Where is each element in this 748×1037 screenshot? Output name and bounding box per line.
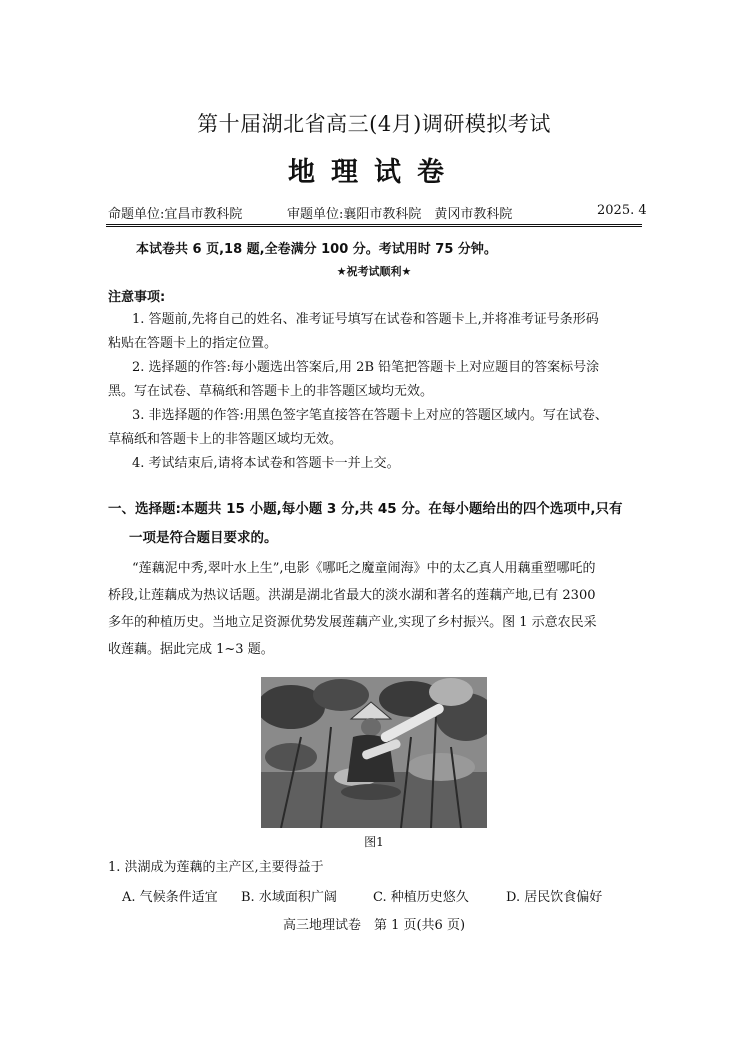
notice-line: 2. 选择题的作答:每小题选出答案后,用 2B 铅笔把答题卡上对应题目的答案标号涂 xyxy=(132,360,600,375)
option-c: C. 种植历史悠久 xyxy=(373,890,469,905)
passage-line: 多年的种植历史。当地立足资源优势发展莲藕产业,实现了乡村振兴。图 1 示意农民采 xyxy=(108,615,597,630)
good-luck-banner: ★祝考试顺利★ xyxy=(336,265,412,278)
header-divider xyxy=(106,224,642,227)
exam-title: 第十届湖北省高三(4月)调研模拟考试 xyxy=(197,112,551,136)
notice-line: 草稿纸和答题卡上的非答题区域均无效。 xyxy=(108,432,343,447)
option-a: A. 气候条件适宜 xyxy=(122,890,218,905)
notice-line: 4. 考试结束后,请将本试卷和答题卡一并上交。 xyxy=(132,456,400,471)
composer-unit: 命题单位:宜昌市教科院 xyxy=(108,207,243,222)
notice-heading: 注意事项: xyxy=(108,290,166,305)
notice-line: 1. 答题前,先将自己的姓名、准考证号填写在试卷和答题卡上,并将准考证号条形码 xyxy=(132,312,599,327)
lotus-harvest-photo xyxy=(261,677,487,828)
passage-line: 收莲藕。据此完成 1~3 题。 xyxy=(108,642,274,657)
page-footer: 高三地理试卷 第 1 页(共6 页) xyxy=(282,918,466,933)
exam-summary: 本试卷共 6 页,18 题,全卷满分 100 分。考试用时 75 分钟。 xyxy=(136,242,497,257)
reviewer-unit: 审题单位:襄阳市教科院 黄冈市教科院 xyxy=(287,207,513,222)
notice-line: 3. 非选择题的作答:用黑色签字笔直接答在答题卡上对应的答题区域内。写在试卷、 xyxy=(132,408,608,423)
notice-line: 黑。写在试卷、草稿纸和答题卡上的非答题区域均无效。 xyxy=(108,384,434,399)
passage-line: 桥段,让莲藕成为热议话题。洪湖是湖北省最大的淡水湖和著名的莲藕产地,已有 2300 xyxy=(108,588,596,603)
option-b: B. 水域面积广阔 xyxy=(241,890,337,905)
exam-date: 2025. 4 xyxy=(597,203,647,218)
option-d: D. 居民饮食偏好 xyxy=(506,890,603,905)
notice-line: 粘贴在答题卡上的指定位置。 xyxy=(108,336,278,351)
subject-title: 地理试卷 xyxy=(288,157,460,188)
passage-line: “莲藕泥中秀,翠叶水上生”,电影《哪吒之魔童闹海》中的太乙真人用藕重塑哪吒的 xyxy=(132,561,596,576)
section-heading-cont: 一项是符合题目要求的。 xyxy=(129,530,278,546)
figure-caption: 图1 xyxy=(364,835,384,849)
question-stem: 1. 洪湖成为莲藕的主产区,主要得益于 xyxy=(108,860,324,875)
section-heading: 一、选择题:本题共 15 小题,每小题 3 分,共 45 分。在每小题给出的四个选项中,只有 xyxy=(108,501,623,517)
